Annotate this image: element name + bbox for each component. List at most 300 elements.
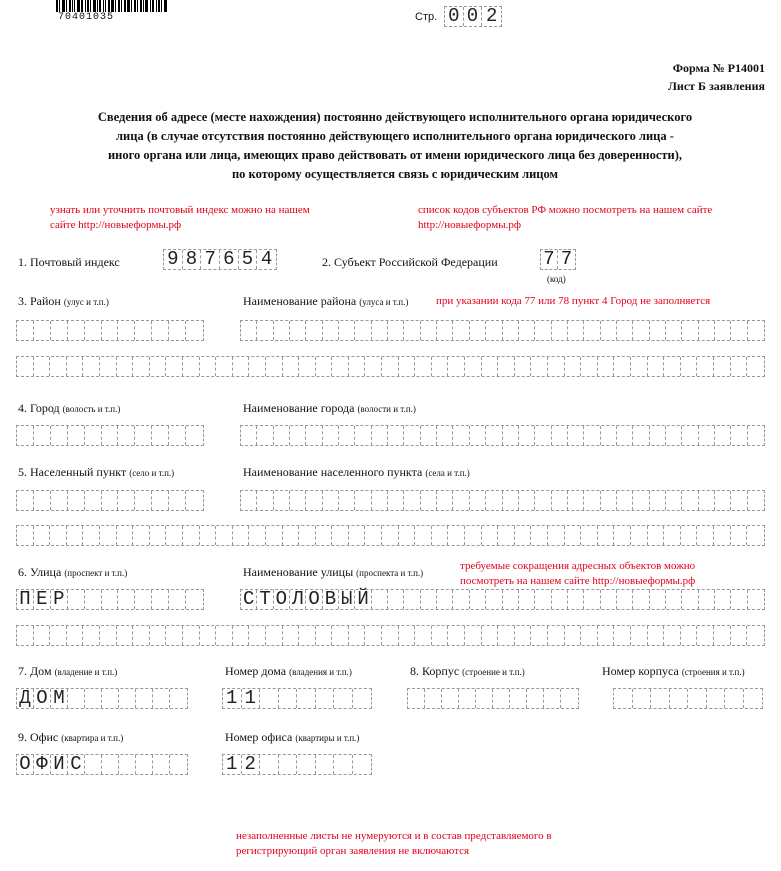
char-cell[interactable] xyxy=(731,626,748,645)
char-cell[interactable] xyxy=(118,321,135,340)
char-cell[interactable] xyxy=(339,426,355,445)
char-cell[interactable] xyxy=(316,357,333,376)
char-cell[interactable] xyxy=(68,491,85,510)
char-cell[interactable] xyxy=(200,626,217,645)
char-cell[interactable] xyxy=(421,491,437,510)
char-cell[interactable] xyxy=(17,321,34,340)
char-cell[interactable] xyxy=(170,755,187,774)
char-cell[interactable] xyxy=(470,590,486,609)
office-number-cells[interactable] xyxy=(222,754,372,775)
char-cell[interactable] xyxy=(421,590,437,609)
char-cell[interactable] xyxy=(349,357,366,376)
char-cell[interactable] xyxy=(102,590,119,609)
char-cell[interactable]: Ы xyxy=(339,590,355,609)
char-cell[interactable] xyxy=(388,491,404,510)
char-cell[interactable]: Д xyxy=(17,689,34,708)
char-cell[interactable] xyxy=(470,426,486,445)
char-cell[interactable] xyxy=(748,590,764,609)
char-cell[interactable] xyxy=(169,321,186,340)
char-cell[interactable] xyxy=(249,357,266,376)
char-cell[interactable] xyxy=(535,426,551,445)
char-cell[interactable] xyxy=(650,321,666,340)
char-cell[interactable] xyxy=(548,357,565,376)
char-cell[interactable] xyxy=(664,626,681,645)
char-cell[interactable]: 0 xyxy=(464,7,483,26)
char-cell[interactable] xyxy=(152,590,169,609)
char-cell[interactable] xyxy=(584,491,600,510)
char-cell[interactable] xyxy=(699,491,715,510)
char-cell[interactable] xyxy=(565,626,582,645)
char-cell[interactable] xyxy=(34,491,51,510)
char-cell[interactable] xyxy=(169,491,186,510)
char-cell[interactable] xyxy=(260,755,279,774)
char-cell[interactable] xyxy=(68,590,85,609)
char-cell[interactable] xyxy=(119,755,136,774)
char-cell[interactable] xyxy=(544,689,561,708)
char-cell[interactable] xyxy=(633,590,649,609)
char-cell[interactable] xyxy=(186,491,203,510)
char-cell[interactable] xyxy=(503,321,519,340)
char-cell[interactable] xyxy=(150,526,167,545)
char-cell[interactable] xyxy=(548,526,565,545)
char-cell[interactable] xyxy=(166,526,183,545)
char-cell[interactable] xyxy=(102,321,119,340)
char-cell[interactable] xyxy=(617,590,633,609)
char-cell[interactable] xyxy=(166,357,183,376)
char-cell[interactable] xyxy=(85,689,102,708)
char-cell[interactable] xyxy=(535,590,551,609)
char-cell[interactable] xyxy=(249,626,266,645)
char-cell[interactable] xyxy=(432,357,449,376)
char-cell[interactable] xyxy=(408,689,425,708)
char-cell[interactable] xyxy=(421,426,437,445)
char-cell[interactable] xyxy=(432,626,449,645)
char-cell[interactable] xyxy=(470,491,486,510)
char-cell[interactable] xyxy=(650,426,666,445)
char-cell[interactable] xyxy=(707,689,726,708)
char-cell[interactable] xyxy=(421,321,437,340)
char-cell[interactable] xyxy=(617,426,633,445)
char-cell[interactable]: П xyxy=(17,590,34,609)
char-cell[interactable] xyxy=(614,626,631,645)
char-cell[interactable] xyxy=(297,755,316,774)
char-cell[interactable] xyxy=(503,491,519,510)
char-cell[interactable] xyxy=(633,491,649,510)
char-cell[interactable]: Ф xyxy=(34,755,51,774)
char-cell[interactable] xyxy=(274,321,290,340)
char-cell[interactable] xyxy=(682,426,698,445)
char-cell[interactable] xyxy=(442,689,459,708)
char-cell[interactable] xyxy=(399,626,416,645)
char-cell[interactable] xyxy=(102,426,119,445)
street-type-cells[interactable] xyxy=(16,589,204,610)
char-cell[interactable] xyxy=(519,426,535,445)
office-type-cells[interactable] xyxy=(16,754,188,775)
char-cell[interactable] xyxy=(117,526,134,545)
char-cell[interactable] xyxy=(332,357,349,376)
char-cell[interactable] xyxy=(316,626,333,645)
subject-code-cells[interactable] xyxy=(540,249,576,270)
char-cell[interactable] xyxy=(552,426,568,445)
char-cell[interactable] xyxy=(135,590,152,609)
char-cell[interactable]: 2 xyxy=(485,5,498,27)
char-cell[interactable] xyxy=(681,357,698,376)
char-cell[interactable] xyxy=(353,755,372,774)
char-cell[interactable] xyxy=(316,755,335,774)
char-cell[interactable] xyxy=(67,357,84,376)
char-cell[interactable] xyxy=(372,321,388,340)
char-cell[interactable] xyxy=(102,755,119,774)
char-cell[interactable] xyxy=(152,491,169,510)
char-cell[interactable] xyxy=(118,491,135,510)
char-cell[interactable] xyxy=(136,755,153,774)
char-cell[interactable] xyxy=(260,689,279,708)
house-type-cells[interactable] xyxy=(16,688,188,709)
char-cell[interactable]: Л xyxy=(290,590,306,609)
char-cell[interactable] xyxy=(453,590,469,609)
char-cell[interactable] xyxy=(399,357,416,376)
char-cell[interactable] xyxy=(448,626,465,645)
char-cell[interactable] xyxy=(117,626,134,645)
char-cell[interactable] xyxy=(731,491,747,510)
street-name-cells-1[interactable] xyxy=(240,589,765,610)
char-cell[interactable] xyxy=(682,590,698,609)
char-cell[interactable] xyxy=(699,321,715,340)
char-cell[interactable] xyxy=(266,357,283,376)
char-cell[interactable] xyxy=(715,321,731,340)
char-cell[interactable] xyxy=(241,426,257,445)
char-cell[interactable] xyxy=(697,626,714,645)
char-cell[interactable] xyxy=(552,491,568,510)
char-cell[interactable]: 0 xyxy=(445,7,464,26)
char-cell[interactable] xyxy=(568,321,584,340)
char-cell[interactable] xyxy=(279,689,298,708)
char-cell[interactable] xyxy=(633,426,649,445)
char-cell[interactable] xyxy=(731,357,748,376)
char-cell[interactable] xyxy=(515,357,532,376)
char-cell[interactable] xyxy=(372,426,388,445)
char-cell[interactable] xyxy=(257,491,273,510)
char-cell[interactable]: 7 xyxy=(541,250,558,269)
char-cell[interactable] xyxy=(339,491,355,510)
char-cell[interactable] xyxy=(601,491,617,510)
char-cell[interactable] xyxy=(453,426,469,445)
char-cell[interactable] xyxy=(527,689,544,708)
char-cell[interactable] xyxy=(648,526,665,545)
char-cell[interactable] xyxy=(631,357,648,376)
char-cell[interactable] xyxy=(249,526,266,545)
city-type-cells[interactable] xyxy=(16,425,204,446)
char-cell[interactable] xyxy=(299,626,316,645)
char-cell[interactable] xyxy=(152,426,169,445)
char-cell[interactable] xyxy=(650,491,666,510)
char-cell[interactable] xyxy=(290,321,306,340)
char-cell[interactable] xyxy=(133,357,150,376)
char-cell[interactable]: О xyxy=(274,590,290,609)
char-cell[interactable]: 2 xyxy=(242,755,261,774)
char-cell[interactable] xyxy=(67,526,84,545)
char-cell[interactable] xyxy=(437,426,453,445)
char-cell[interactable] xyxy=(748,426,764,445)
char-cell[interactable] xyxy=(666,321,682,340)
char-cell[interactable] xyxy=(353,689,372,708)
char-cell[interactable] xyxy=(748,321,764,340)
char-cell[interactable] xyxy=(118,426,135,445)
char-cell[interactable] xyxy=(648,626,665,645)
char-cell[interactable] xyxy=(100,526,117,545)
char-cell[interactable] xyxy=(617,321,633,340)
char-cell[interactable] xyxy=(17,626,34,645)
char-cell[interactable] xyxy=(365,526,382,545)
char-cell[interactable] xyxy=(552,590,568,609)
char-cell[interactable] xyxy=(135,426,152,445)
char-cell[interactable] xyxy=(170,689,187,708)
char-cell[interactable] xyxy=(200,357,217,376)
char-cell[interactable] xyxy=(306,426,322,445)
char-cell[interactable]: 5 xyxy=(239,250,258,269)
char-cell[interactable] xyxy=(274,426,290,445)
char-cell[interactable]: Е xyxy=(34,590,51,609)
char-cell[interactable] xyxy=(150,357,167,376)
char-cell[interactable] xyxy=(714,526,731,545)
char-cell[interactable] xyxy=(568,426,584,445)
char-cell[interactable] xyxy=(382,357,399,376)
char-cell[interactable]: 6 xyxy=(220,250,239,269)
char-cell[interactable] xyxy=(150,626,167,645)
char-cell[interactable] xyxy=(290,491,306,510)
char-cell[interactable] xyxy=(216,626,233,645)
char-cell[interactable] xyxy=(349,626,366,645)
char-cell[interactable] xyxy=(465,626,482,645)
char-cell[interactable] xyxy=(465,357,482,376)
char-cell[interactable] xyxy=(453,491,469,510)
char-cell[interactable] xyxy=(601,590,617,609)
char-cell[interactable] xyxy=(404,590,420,609)
char-cell[interactable]: В xyxy=(323,590,339,609)
char-cell[interactable] xyxy=(17,491,34,510)
char-cell[interactable] xyxy=(404,321,420,340)
char-cell[interactable] xyxy=(697,526,714,545)
char-cell[interactable] xyxy=(415,526,432,545)
char-cell[interactable] xyxy=(531,526,548,545)
char-cell[interactable] xyxy=(682,491,698,510)
char-cell[interactable] xyxy=(519,590,535,609)
char-cell[interactable] xyxy=(183,357,200,376)
char-cell[interactable] xyxy=(747,357,764,376)
char-cell[interactable] xyxy=(715,590,731,609)
char-cell[interactable] xyxy=(241,321,257,340)
char-cell[interactable] xyxy=(664,526,681,545)
char-cell[interactable] xyxy=(102,689,119,708)
char-cell[interactable]: М xyxy=(51,689,68,708)
char-cell[interactable] xyxy=(118,590,135,609)
char-cell[interactable] xyxy=(166,626,183,645)
postal-index-cells[interactable] xyxy=(163,249,277,270)
char-cell[interactable] xyxy=(399,526,416,545)
char-cell[interactable] xyxy=(274,491,290,510)
char-cell[interactable]: 1 xyxy=(223,755,242,774)
char-cell[interactable] xyxy=(633,321,649,340)
char-cell[interactable] xyxy=(731,526,748,545)
char-cell[interactable] xyxy=(67,626,84,645)
char-cell[interactable] xyxy=(617,491,633,510)
char-cell[interactable] xyxy=(503,426,519,445)
char-cell[interactable] xyxy=(83,526,100,545)
char-cell[interactable] xyxy=(183,626,200,645)
char-cell[interactable] xyxy=(299,526,316,545)
char-cell[interactable] xyxy=(470,321,486,340)
char-cell[interactable] xyxy=(714,357,731,376)
char-cell[interactable] xyxy=(135,321,152,340)
char-cell[interactable]: Р xyxy=(51,590,68,609)
char-cell[interactable] xyxy=(486,491,502,510)
char-cell[interactable] xyxy=(498,357,515,376)
char-cell[interactable] xyxy=(699,590,715,609)
char-cell[interactable] xyxy=(283,357,300,376)
char-cell[interactable] xyxy=(503,590,519,609)
char-cell[interactable]: И xyxy=(51,755,68,774)
char-cell[interactable] xyxy=(515,526,532,545)
char-cell[interactable] xyxy=(334,689,353,708)
district-type-cells[interactable] xyxy=(16,320,204,341)
char-cell[interactable] xyxy=(614,689,633,708)
char-cell[interactable] xyxy=(584,321,600,340)
char-cell[interactable] xyxy=(581,526,598,545)
char-cell[interactable]: О xyxy=(306,590,322,609)
char-cell[interactable] xyxy=(153,755,170,774)
char-cell[interactable] xyxy=(17,526,34,545)
char-cell[interactable] xyxy=(715,426,731,445)
char-cell[interactable] xyxy=(34,321,51,340)
char-cell[interactable] xyxy=(744,689,763,708)
char-cell[interactable] xyxy=(581,357,598,376)
char-cell[interactable] xyxy=(666,491,682,510)
locality-name-cells-2[interactable] xyxy=(16,525,765,546)
char-cell[interactable] xyxy=(83,626,100,645)
char-cell[interactable]: Т xyxy=(257,590,273,609)
char-cell[interactable] xyxy=(666,426,682,445)
char-cell[interactable] xyxy=(365,626,382,645)
char-cell[interactable] xyxy=(216,357,233,376)
char-cell[interactable] xyxy=(531,626,548,645)
char-cell[interactable] xyxy=(339,321,355,340)
char-cell[interactable] xyxy=(50,626,67,645)
building-number-cells[interactable] xyxy=(613,688,763,709)
char-cell[interactable] xyxy=(584,590,600,609)
char-cell[interactable] xyxy=(486,590,502,609)
char-cell[interactable] xyxy=(266,626,283,645)
char-cell[interactable]: 4 xyxy=(260,248,273,270)
char-cell[interactable] xyxy=(465,526,482,545)
page-number-cells[interactable] xyxy=(444,6,502,27)
char-cell[interactable] xyxy=(169,426,186,445)
char-cell[interactable] xyxy=(102,491,119,510)
char-cell[interactable] xyxy=(515,626,532,645)
char-cell[interactable] xyxy=(697,357,714,376)
char-cell[interactable] xyxy=(664,357,681,376)
street-name-cells-2[interactable] xyxy=(16,625,765,646)
char-cell[interactable] xyxy=(266,526,283,545)
char-cell[interactable] xyxy=(136,689,153,708)
char-cell[interactable] xyxy=(437,491,453,510)
char-cell[interactable] xyxy=(565,526,582,545)
char-cell[interactable]: С xyxy=(241,590,257,609)
char-cell[interactable] xyxy=(581,626,598,645)
char-cell[interactable] xyxy=(83,357,100,376)
char-cell[interactable] xyxy=(51,321,68,340)
char-cell[interactable]: 7 xyxy=(560,248,573,270)
char-cell[interactable] xyxy=(448,526,465,545)
char-cell[interactable] xyxy=(355,321,371,340)
char-cell[interactable] xyxy=(633,689,652,708)
char-cell[interactable] xyxy=(486,321,502,340)
char-cell[interactable] xyxy=(519,491,535,510)
char-cell[interactable] xyxy=(519,321,535,340)
char-cell[interactable] xyxy=(34,626,51,645)
char-cell[interactable] xyxy=(372,491,388,510)
char-cell[interactable] xyxy=(85,491,102,510)
char-cell[interactable] xyxy=(257,321,273,340)
char-cell[interactable] xyxy=(133,526,150,545)
char-cell[interactable] xyxy=(561,689,578,708)
char-cell[interactable] xyxy=(316,689,335,708)
char-cell[interactable] xyxy=(365,357,382,376)
char-cell[interactable] xyxy=(565,357,582,376)
char-cell[interactable] xyxy=(233,626,250,645)
char-cell[interactable]: 9 xyxy=(164,250,183,269)
char-cell[interactable] xyxy=(283,526,300,545)
char-cell[interactable] xyxy=(306,491,322,510)
char-cell[interactable] xyxy=(85,755,102,774)
char-cell[interactable] xyxy=(598,357,615,376)
char-cell[interactable] xyxy=(186,426,203,445)
char-cell[interactable] xyxy=(747,626,764,645)
char-cell[interactable] xyxy=(432,526,449,545)
char-cell[interactable] xyxy=(355,491,371,510)
char-cell[interactable] xyxy=(152,321,169,340)
char-cell[interactable] xyxy=(85,590,102,609)
char-cell[interactable] xyxy=(631,626,648,645)
char-cell[interactable] xyxy=(681,626,698,645)
char-cell[interactable] xyxy=(670,689,689,708)
char-cell[interactable] xyxy=(51,426,68,445)
char-cell[interactable] xyxy=(714,626,731,645)
char-cell[interactable]: 1 xyxy=(223,689,242,708)
char-cell[interactable] xyxy=(34,426,51,445)
char-cell[interactable] xyxy=(535,321,551,340)
char-cell[interactable] xyxy=(552,321,568,340)
char-cell[interactable] xyxy=(257,426,273,445)
char-cell[interactable] xyxy=(404,426,420,445)
char-cell[interactable]: 1 xyxy=(242,689,261,708)
char-cell[interactable] xyxy=(68,321,85,340)
char-cell[interactable] xyxy=(476,689,493,708)
district-name-cells-1[interactable] xyxy=(240,320,765,341)
char-cell[interactable] xyxy=(119,689,136,708)
char-cell[interactable] xyxy=(316,526,333,545)
char-cell[interactable]: 7 xyxy=(201,250,220,269)
char-cell[interactable] xyxy=(498,626,515,645)
char-cell[interactable] xyxy=(17,357,34,376)
char-cell[interactable] xyxy=(186,321,203,340)
char-cell[interactable] xyxy=(531,357,548,376)
char-cell[interactable] xyxy=(731,321,747,340)
char-cell[interactable] xyxy=(584,426,600,445)
char-cell[interactable] xyxy=(355,426,371,445)
char-cell[interactable]: С xyxy=(68,755,85,774)
char-cell[interactable] xyxy=(332,626,349,645)
char-cell[interactable] xyxy=(382,626,399,645)
